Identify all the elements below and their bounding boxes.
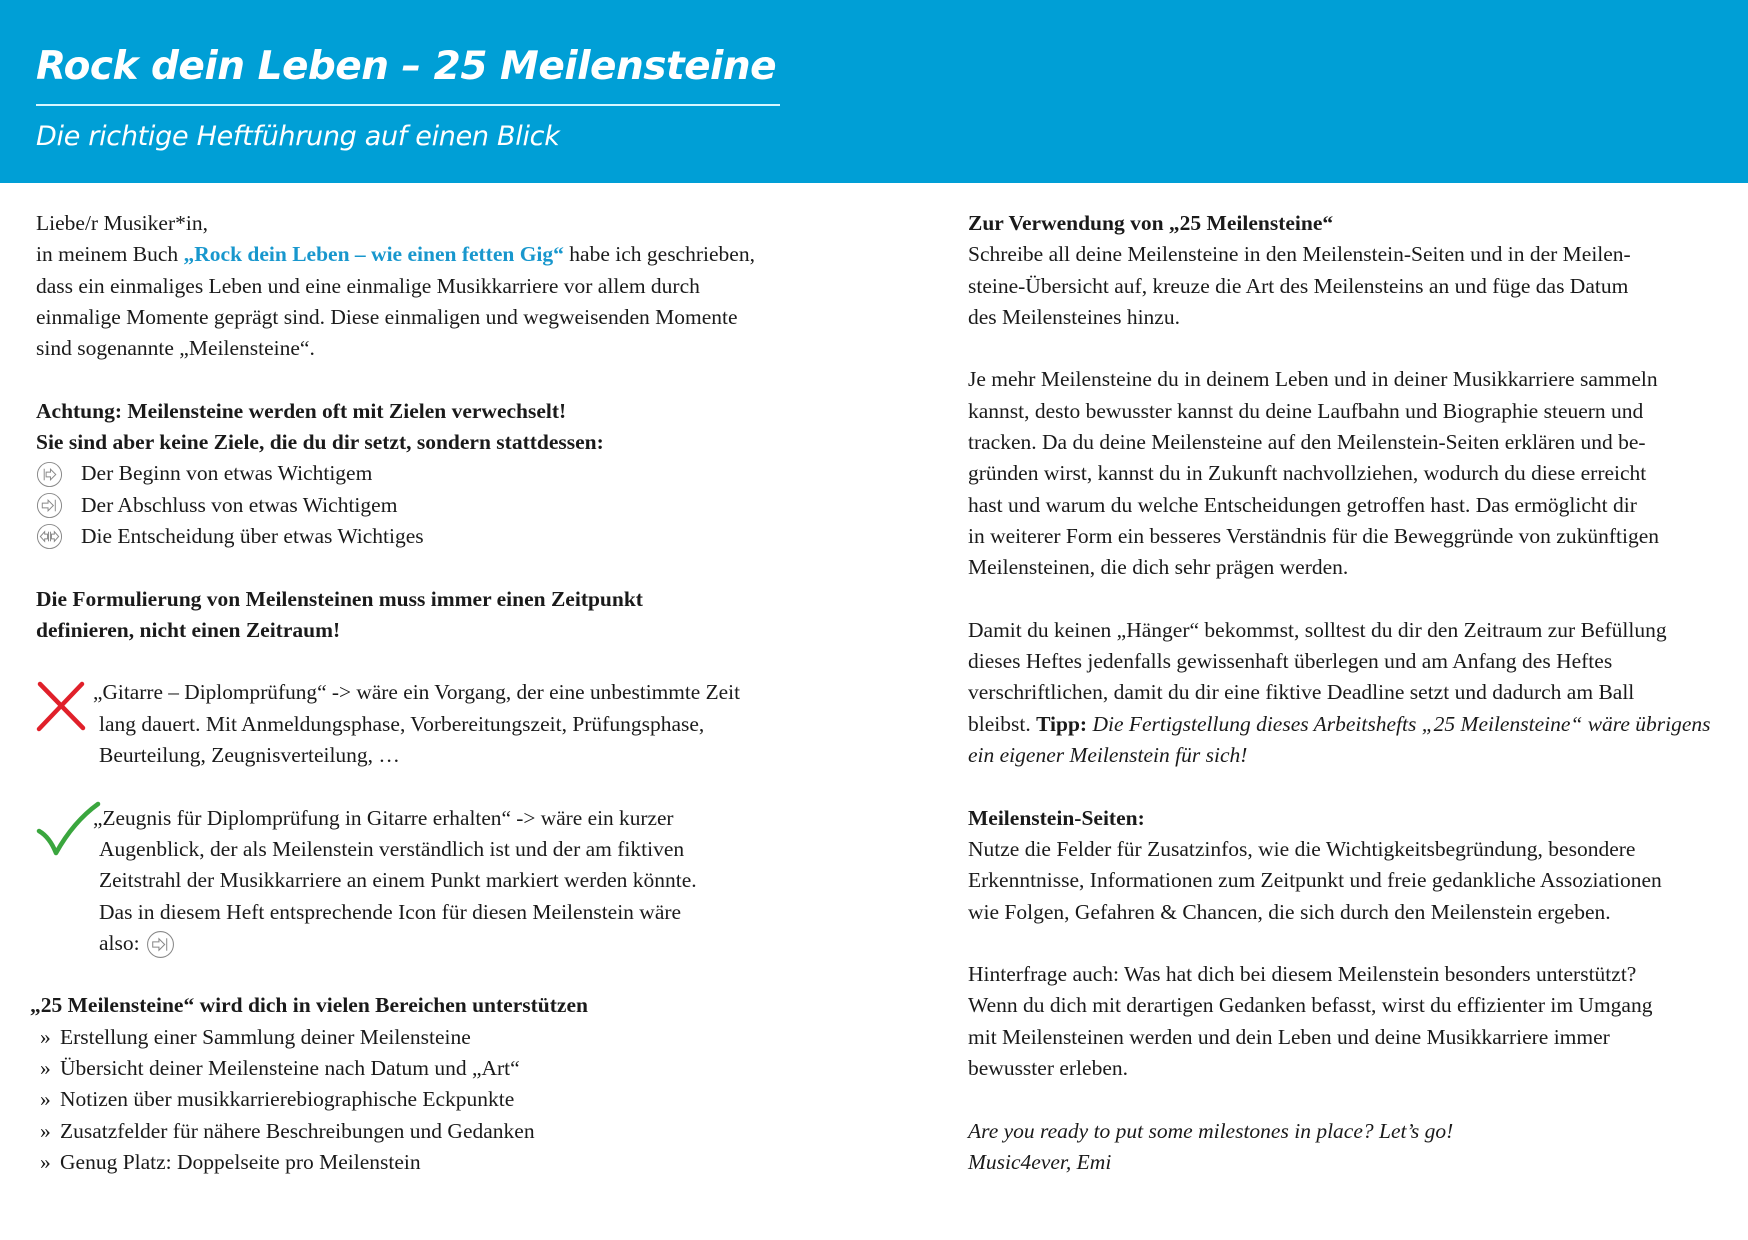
rule-heading: definieren, nicht einen Zeitraum! bbox=[36, 617, 341, 642]
milestone-decision-icon bbox=[36, 523, 63, 550]
intro-text: in meinem Buch bbox=[36, 242, 184, 267]
title-divider bbox=[36, 104, 780, 106]
paragraph-line: Meilensteinen, die dich sehr prägen werden. bbox=[968, 555, 1349, 580]
paragraph-line: mit Meilensteinen werden und dein Leben und deine Musikkarriere immer bbox=[968, 1024, 1610, 1049]
bullet-glyph: » bbox=[40, 1149, 51, 1174]
milestone-type-label: Die Entscheidung über etwas Wichtiges bbox=[81, 523, 424, 548]
header-banner bbox=[0, 0, 1748, 183]
paragraph-line: verschriftlichen, damit du dir eine fiktive Deadline setzt und dadurch am Ball bbox=[968, 680, 1635, 705]
milestone-end-icon bbox=[146, 930, 175, 959]
list-item bbox=[36, 1147, 796, 1178]
benefits-heading: „25 Meilensteine“ wird dich in vielen Bereichen unterstützen bbox=[30, 993, 588, 1018]
paragraph-line: Erkenntnisse, Informationen zum Zeitpunkt und freie gedankliche Assoziationen bbox=[968, 868, 1662, 893]
right-example-line: Augenblick, der als Meilenstein verständlich ist und der am fiktiven bbox=[99, 836, 685, 861]
milestone-type-item bbox=[36, 490, 796, 521]
paragraph-line: Nutze die Felder für Zusatzinfos, wie die Wichtigkeitsbegründung, besondere bbox=[968, 836, 1636, 861]
tip-text: Die Fertigstellung dieses Arbeitshefts „25 Meilensteine“ wäre übrigens bbox=[1087, 711, 1711, 736]
book-title-link[interactable]: „Rock dein Leben – wie einen fetten Gig“ bbox=[183, 242, 564, 267]
warning-subheading: Sie sind aber keine Ziele, die du dir setzt, sondern stattdessen: bbox=[36, 430, 604, 455]
rule-heading: Die Formulierung von Meilensteinen muss immer einen Zeitpunkt bbox=[36, 586, 643, 611]
tip-line bbox=[968, 709, 1720, 740]
paragraph-line: Wenn du dich mit derartigen Gedanken befasst, wirst du effizienter im Umgang bbox=[968, 993, 1653, 1018]
tip-label: Tipp: bbox=[1036, 711, 1088, 736]
paragraph-line: wie Folgen, Gefahren & Chancen, die sich durch den Meilenstein ergeben. bbox=[968, 899, 1611, 924]
left-column bbox=[30, 208, 796, 1178]
right-column bbox=[968, 208, 1720, 1178]
paragraph-line: tracken. Da du deine Meilensteine auf den Meilenstein-Seiten erklären und be- bbox=[968, 430, 1646, 455]
wrong-example-line: lang dauert. Mit Anmeldungsphase, Vorbereitungszeit, Prüfungsphase, bbox=[99, 711, 705, 736]
right-example-line: also: bbox=[99, 930, 140, 955]
list-item bbox=[36, 1116, 796, 1147]
list-item-text: Genug Platz: Doppelseite pro Meilenstein bbox=[60, 1149, 421, 1174]
wrong-example bbox=[36, 677, 796, 771]
usage-line: Schreibe all deine Meilensteine in den Meilenstein-Seiten und in der Meilen- bbox=[968, 242, 1631, 267]
intro-text: habe ich geschrieben, bbox=[563, 242, 755, 267]
wrong-example-line: Beurteilung, Zeugnisverteilung, … bbox=[99, 743, 400, 768]
tip-prefix: bleibst. bbox=[968, 711, 1037, 736]
usage-line: steine-Übersicht auf, kreuze die Art des Meilensteins an und füge das Datum bbox=[968, 273, 1629, 298]
tip-text: ein eigener Meilenstein für sich! bbox=[968, 743, 1248, 768]
paragraph-line: dieses Heftes jedenfalls gewissenhaft überlegen und am Anfang des Heftes bbox=[968, 649, 1613, 674]
paragraph-line: in weiterer Form ein besseres Verständnis für die Beweggründe von zukünftigen bbox=[968, 523, 1660, 548]
intro-line: dass ein einmaliges Leben und eine einmalige Musikkarriere vor allem durch bbox=[36, 273, 700, 298]
milestone-begin-icon bbox=[36, 461, 63, 488]
paragraph-line: hast und warum du welche Entscheidungen getroffen hast. Das ermöglicht dir bbox=[968, 492, 1637, 517]
right-example-line: „Zeugnis für Diplomprüfung in Gitarre erhalten“ -> wäre ein kurzer bbox=[93, 805, 674, 830]
signature: Music4ever, Emi bbox=[968, 1149, 1112, 1174]
list-item-text: Notizen über musikkarrierebiographische Eckpunkte bbox=[60, 1087, 515, 1112]
pages-heading: Meilenstein-Seiten: bbox=[968, 805, 1145, 830]
warning-heading: Achtung: Meilensteine werden oft mit Zielen verwechselt! bbox=[36, 398, 567, 423]
intro-line: einmalige Momente geprägt sind. Diese einmaligen und wegweisenden Momente bbox=[36, 304, 738, 329]
intro-line: sind sogenannte „Meilensteine“. bbox=[36, 336, 315, 361]
bullet-glyph: » bbox=[40, 1087, 51, 1112]
intro-line bbox=[36, 239, 796, 270]
closing-line: Are you ready to put some milestones in place? Let’s go! bbox=[968, 1118, 1454, 1143]
paragraph-line: gründen wirst, kannst du in Zukunft nachvollziehen, wodurch du diese erreicht bbox=[968, 461, 1647, 486]
paragraph-line: Damit du keinen „Hänger“ bekommst, solltest du dir den Zeitraum zur Befüllung bbox=[968, 617, 1667, 642]
list-item-text: Erstellung einer Sammlung deiner Meilensteine bbox=[60, 1024, 471, 1049]
benefits-list bbox=[36, 1022, 796, 1178]
right-example-line: Das in diesem Heft entsprechende Icon für diesen Meilenstein wäre bbox=[99, 899, 682, 924]
page-subtitle: Die richtige Heftführung auf einen Blick bbox=[36, 121, 560, 152]
paragraph-line: Je mehr Meilensteine du in deinem Leben und in deiner Musikkarriere sammeln bbox=[968, 367, 1658, 392]
page-title: Rock dein Leben – 25 Meilensteine bbox=[36, 44, 777, 89]
right-example-line: Zeitstrahl der Musikkarriere an einem Punkt markiert werden könnte. bbox=[99, 868, 697, 893]
list-item bbox=[36, 1084, 796, 1115]
list-item-text: Übersicht deiner Meilensteine nach Datum und „Art“ bbox=[60, 1056, 520, 1081]
list-item bbox=[36, 1053, 796, 1084]
bullet-glyph: » bbox=[40, 1024, 51, 1049]
usage-line: des Meilensteines hinzu. bbox=[968, 304, 1180, 329]
paragraph-line: Hinterfrage auch: Was hat dich bei diesem Meilenstein besonders unterstützt? bbox=[968, 962, 1637, 987]
bullet-glyph: » bbox=[40, 1056, 51, 1081]
paragraph-line: bewusster erleben. bbox=[968, 1056, 1128, 1081]
milestone-type-label: Der Beginn von etwas Wichtigem bbox=[81, 461, 373, 486]
wrong-example-line: „Gitarre – Diplomprüfung“ -> wäre ein Vorgang, der eine unbestimmte Zeit bbox=[93, 680, 741, 705]
list-item bbox=[36, 1022, 796, 1053]
milestone-type-label: Der Abschluss von etwas Wichtigem bbox=[81, 492, 398, 517]
milestone-type-item bbox=[36, 458, 796, 489]
paragraph-line: kannst, desto bewusster kannst du deine Laufbahn und Biographie steuern und bbox=[968, 398, 1644, 423]
right-example bbox=[36, 803, 796, 959]
bullet-glyph: » bbox=[40, 1118, 51, 1143]
greeting: Liebe/r Musiker*in, bbox=[36, 211, 208, 235]
usage-heading: Zur Verwendung von „25 Meilensteine“ bbox=[968, 211, 1334, 235]
right-example-last-line bbox=[99, 928, 796, 959]
list-item-text: Zusatzfelder für nähere Beschreibungen und Gedanken bbox=[60, 1118, 535, 1143]
milestone-end-icon bbox=[36, 492, 63, 519]
red-x-icon bbox=[36, 679, 88, 742]
milestone-type-item bbox=[36, 521, 796, 552]
